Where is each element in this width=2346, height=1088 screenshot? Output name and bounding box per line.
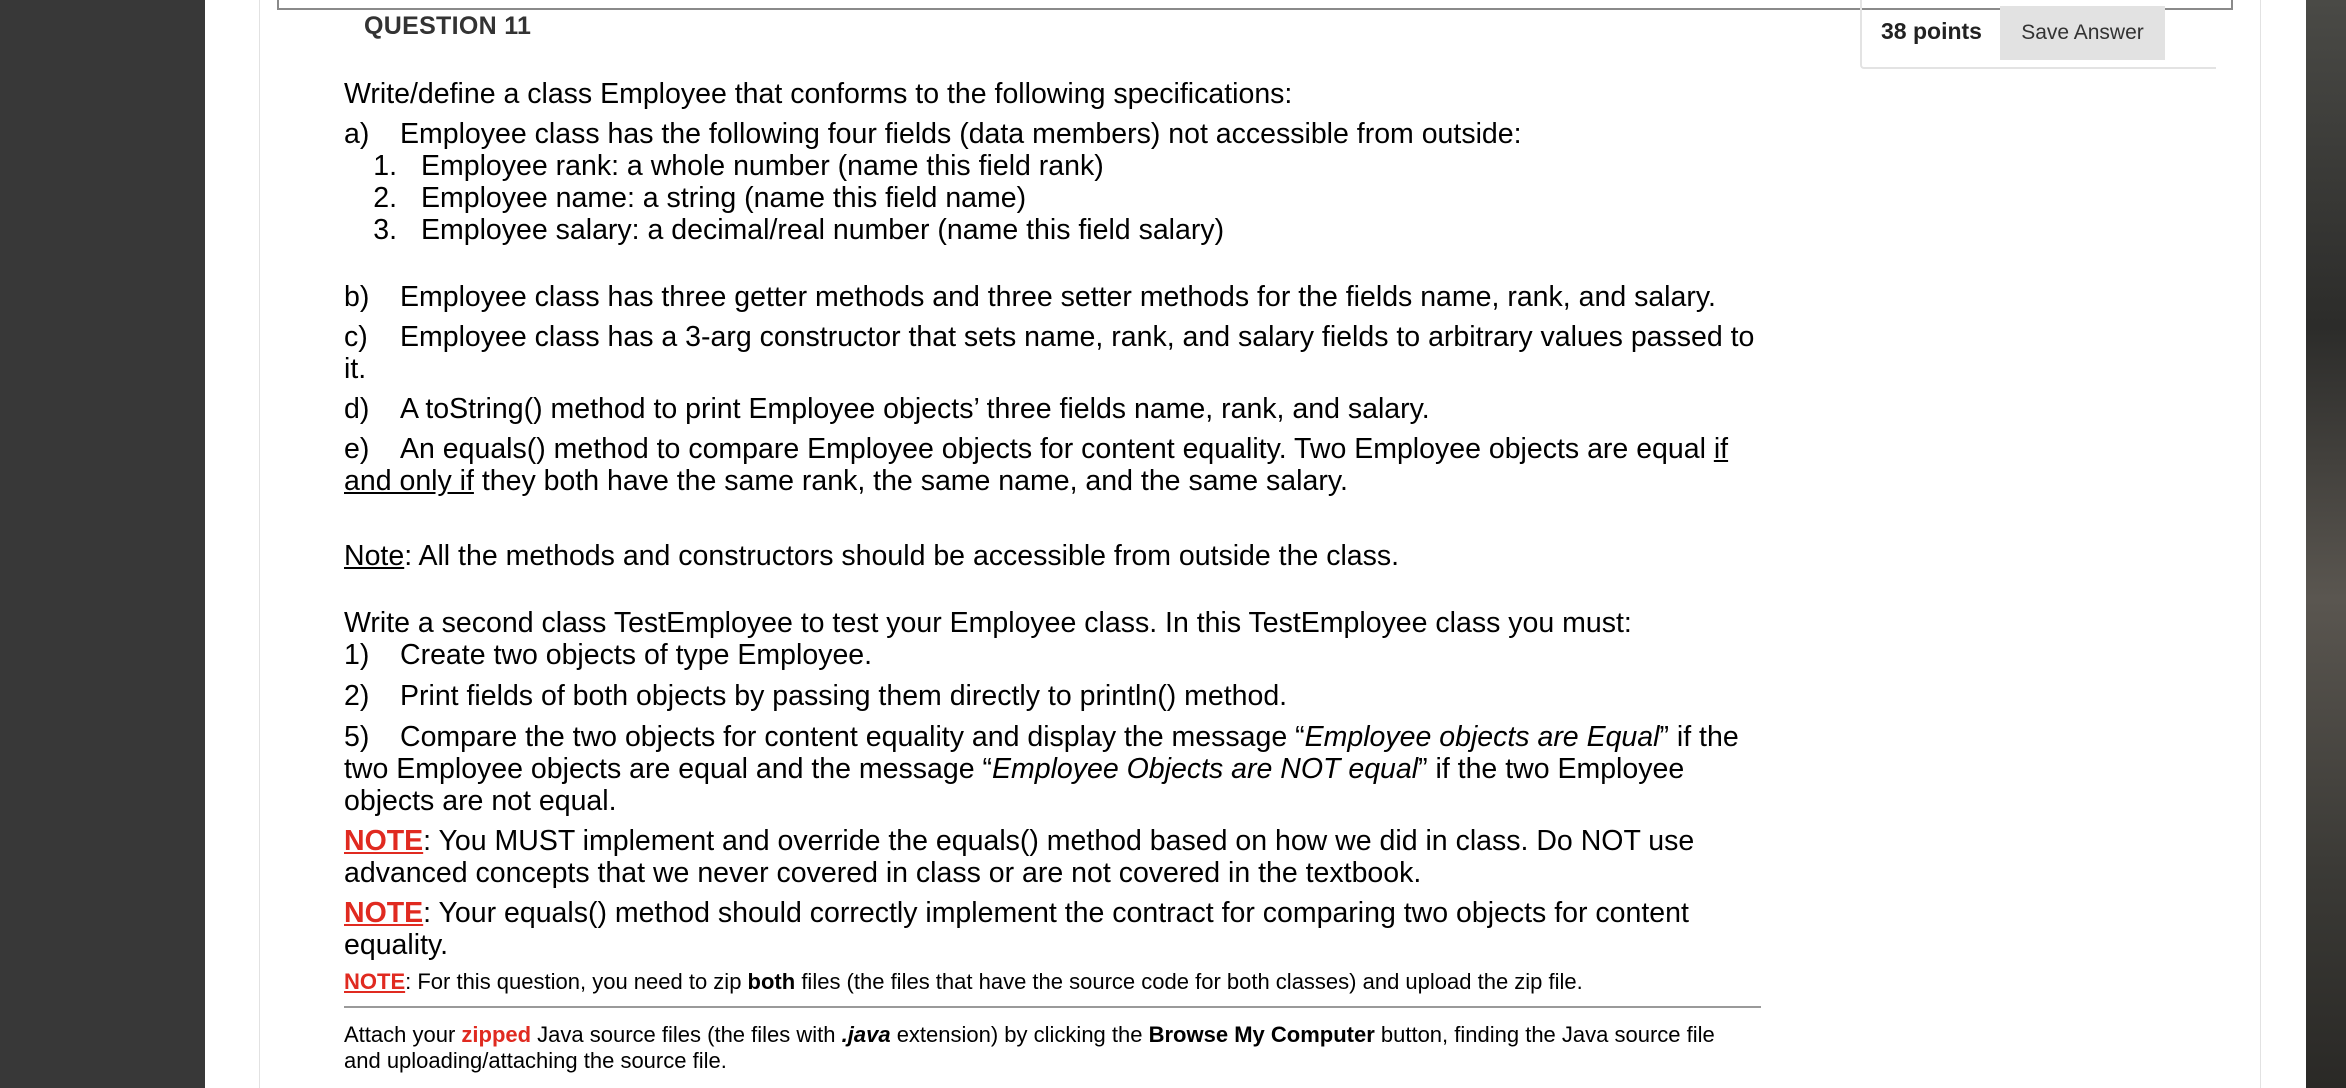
spec-c-label: c) <box>344 321 368 353</box>
step5-text-2: ” if the <box>1659 721 1739 753</box>
spec-a-label: a) <box>344 118 370 150</box>
attach-text-4: button, finding the Java source file <box>1374 1022 1715 1047</box>
attach-text-3: extension) by clicking the <box>890 1022 1149 1047</box>
step5-not-equal-message: Employee Objects are NOT equal <box>991 753 1419 785</box>
step-text: Print fields of both objects by passing them directly to println() method. <box>400 680 1288 712</box>
attach-browse: Browse My Computer <box>1148 1022 1375 1047</box>
question-title: QUESTION 11 <box>364 12 532 40</box>
note-2-label: NOTE <box>344 897 424 929</box>
note-label: Note <box>344 540 405 572</box>
spec-e-text: An equals() method to compare Employee objects for content equality. Two Employee objects are equal <box>400 433 1714 465</box>
note-1-line-2: advanced concepts that we never covered in class or are not covered in the textbook. <box>344 857 1422 889</box>
left-gutter <box>0 0 205 1088</box>
step-5-line-3: objects are not equal. <box>344 785 617 817</box>
field-item-1 <box>344 150 1104 183</box>
step5-equal-message: Employee objects are Equal <box>1304 721 1660 753</box>
note-1-label: NOTE <box>344 825 424 857</box>
note-3-both: both <box>747 969 796 994</box>
spec-e-text-2: they both have the same rank, the same name, and the same salary. <box>473 465 1348 497</box>
spec-a-text: Employee class has the following four fields (data members) not accessible from outside: <box>400 118 1522 150</box>
spec-e-wrap <box>344 465 1348 498</box>
field-num: 3. <box>373 214 397 246</box>
note-text: : All the methods and constructors should be accessible from outside the class. <box>404 540 1400 572</box>
note-1-text: : You MUST implement and override the equals() method based on how we did in class. Do NOT use <box>423 825 1695 857</box>
spec-e-and-only-if: and only if <box>344 465 474 497</box>
field-num: 1. <box>373 150 397 182</box>
spec-c <box>344 321 1754 354</box>
note-2 <box>344 897 1689 930</box>
note-3-text-2: files (the files that have the source code for both classes) and upload the zip file. <box>795 969 1583 994</box>
spec-b <box>344 281 1716 314</box>
field-num: 2. <box>373 182 397 214</box>
field-text: Employee salary: a decimal/real number (name this field salary) <box>421 214 1225 246</box>
spec-c-wrap: it. <box>344 353 367 385</box>
note-3-text-1: : For this question, you need to zip <box>405 969 748 994</box>
spec-d <box>344 393 1430 426</box>
attach-text-1: Attach your <box>344 1022 462 1047</box>
note-accessible <box>344 540 1399 573</box>
spec-e-if: if <box>1713 433 1729 465</box>
spec-e <box>344 433 1728 466</box>
field-text: Employee name: a string (name this field name) <box>421 182 1027 214</box>
field-item-3 <box>344 214 1224 247</box>
spec-b-label: b) <box>344 281 370 313</box>
step-num: 5) <box>344 721 370 753</box>
step-text: Create two objects of type Employee. <box>400 639 873 671</box>
step-1 <box>344 639 872 672</box>
note-3 <box>344 969 1583 995</box>
second-class-text: Write a second class TestEmployee to test your Employee class. In this TestEmployee class you must: <box>344 607 1632 639</box>
content-panel <box>205 0 2306 1088</box>
note-2-line-2: equality. <box>344 929 449 961</box>
note-3-label: NOTE <box>344 969 406 994</box>
spec-a <box>344 118 1522 151</box>
spec-b-text: Employee class has three getter methods and three setter methods for the fields name, rank, and salary. <box>400 281 1716 313</box>
attach-zipped: zipped <box>461 1022 532 1047</box>
attach-instructions <box>344 1022 1715 1048</box>
attach-ext: .java <box>841 1022 891 1047</box>
attach-text-2: Java source files (the files with <box>531 1022 842 1047</box>
spec-d-text: A toString() method to print Employee objects’ three fields name, rank, and salary. <box>400 393 1430 425</box>
step-num: 2) <box>344 680 370 712</box>
attach-divider <box>344 1006 1761 1008</box>
right-desktop-edge <box>2306 0 2346 1088</box>
field-text: Employee rank: a whole number (name this field rank) <box>421 150 1104 182</box>
step-num: 1) <box>344 639 370 671</box>
step-5-line-2 <box>344 753 1684 786</box>
intro-text: Write/define a class Employee that conforms to the following specifications: <box>344 78 1293 110</box>
spec-d-label: d) <box>344 393 370 425</box>
step5-text-1: Compare the two objects for content equality and display the message “ <box>400 721 1305 753</box>
spec-e-label: e) <box>344 433 370 465</box>
step5-text-4: ” if the two Employee <box>1418 753 1685 785</box>
field-item-2 <box>344 182 1026 215</box>
step-2 <box>344 680 1287 713</box>
note-1 <box>344 825 1694 858</box>
step-5 <box>344 721 1739 754</box>
attach-instructions-line-2: and uploading/attaching the source file. <box>344 1048 727 1073</box>
points-label: 38 points <box>1881 18 1982 44</box>
step5-text-3: two Employee objects are equal and the message “ <box>344 753 992 785</box>
spec-c-text: Employee class has a 3-arg constructor that sets name, rank, and salary fields to arbitrary values passed to <box>400 321 1755 353</box>
save-answer-button[interactable]: Save Answer <box>2000 6 2165 60</box>
note-2-text: : Your equals() method should correctly implement the contract for comparing two objects for content <box>423 897 1689 929</box>
